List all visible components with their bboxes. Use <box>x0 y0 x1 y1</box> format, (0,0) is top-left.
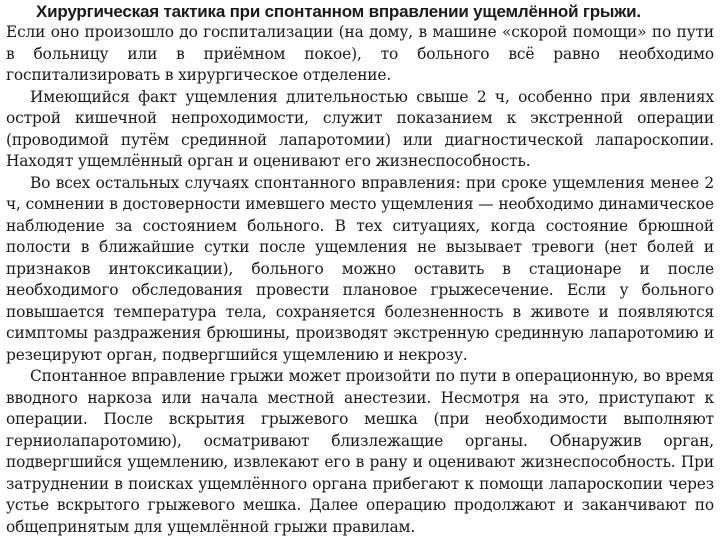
section-title: Хирургическая тактика при спонтанном вправлении ущемлённой грыжи. <box>36 2 641 21</box>
paragraph-emergency-surgery: Имеющийся факт ущемления длительностью свыше 2 ч, особенно при явлениях острой кишечной непроходимости, служит показанием к экстренной операции (проводимой путём срединной лапаротомии) или диагностической лапароскопии. Находят ущемлённый орган и оценивают его жизнеспособность. <box>6 87 714 171</box>
document-body <box>6 1 714 538</box>
paragraph-observation: Во всех остальных случаях спонтанного вправления: при сроке ущемления менее 2 ч, сомнении в достоверности имевшего место ущемления — необходимо динамическое наблюдение за состоянием больного. В тех ситуациях, когда состояние брюшной полости в ближайшие сутки после ущемления не вызывает тревоги (нет болей и признаков интоксикации), больного можно оставить в стационаре и после необходимого обследования провести плановое грыжесечение. Если у больного повышается температура тела, сохраняется болезненность в животе и появляются симптомы раздражения брюшины, производят экстренную срединную лапаротомию и резецируют орган, подвергшийся ущемлению и некрозу. <box>6 173 714 364</box>
paragraph-intraoperative-reduction: Спонтанное вправление грыжи может произойти по пути в операционную, во время вводного наркоза или начала местной анестезии. Несмотря на это, приступают к операции. После вскрытия грыжевого мешка (при необходимости выполняют герниолапаротомию), осматривают близлежащие органы. Обнаружив орган, подвергшийся ущемлению, извлекают его в рану и оценивают жизнеспособность. При затруднении в поисках ущемлённого органа прибегают к помощи лапароскопии через устье вскрытого грыжевого мешка. Далее операцию продолжают и заканчивают по общепринятым для ущемлённой грыжи правилам. <box>6 367 714 536</box>
paragraph-hospitalization: Если оно произошло до госпитализации (на дому, в машине «скорой помощи» по пути в больницу или в приёмном покое), то больного всё равно необходимо госпитализировать в хирургическое отделение. <box>6 23 714 85</box>
